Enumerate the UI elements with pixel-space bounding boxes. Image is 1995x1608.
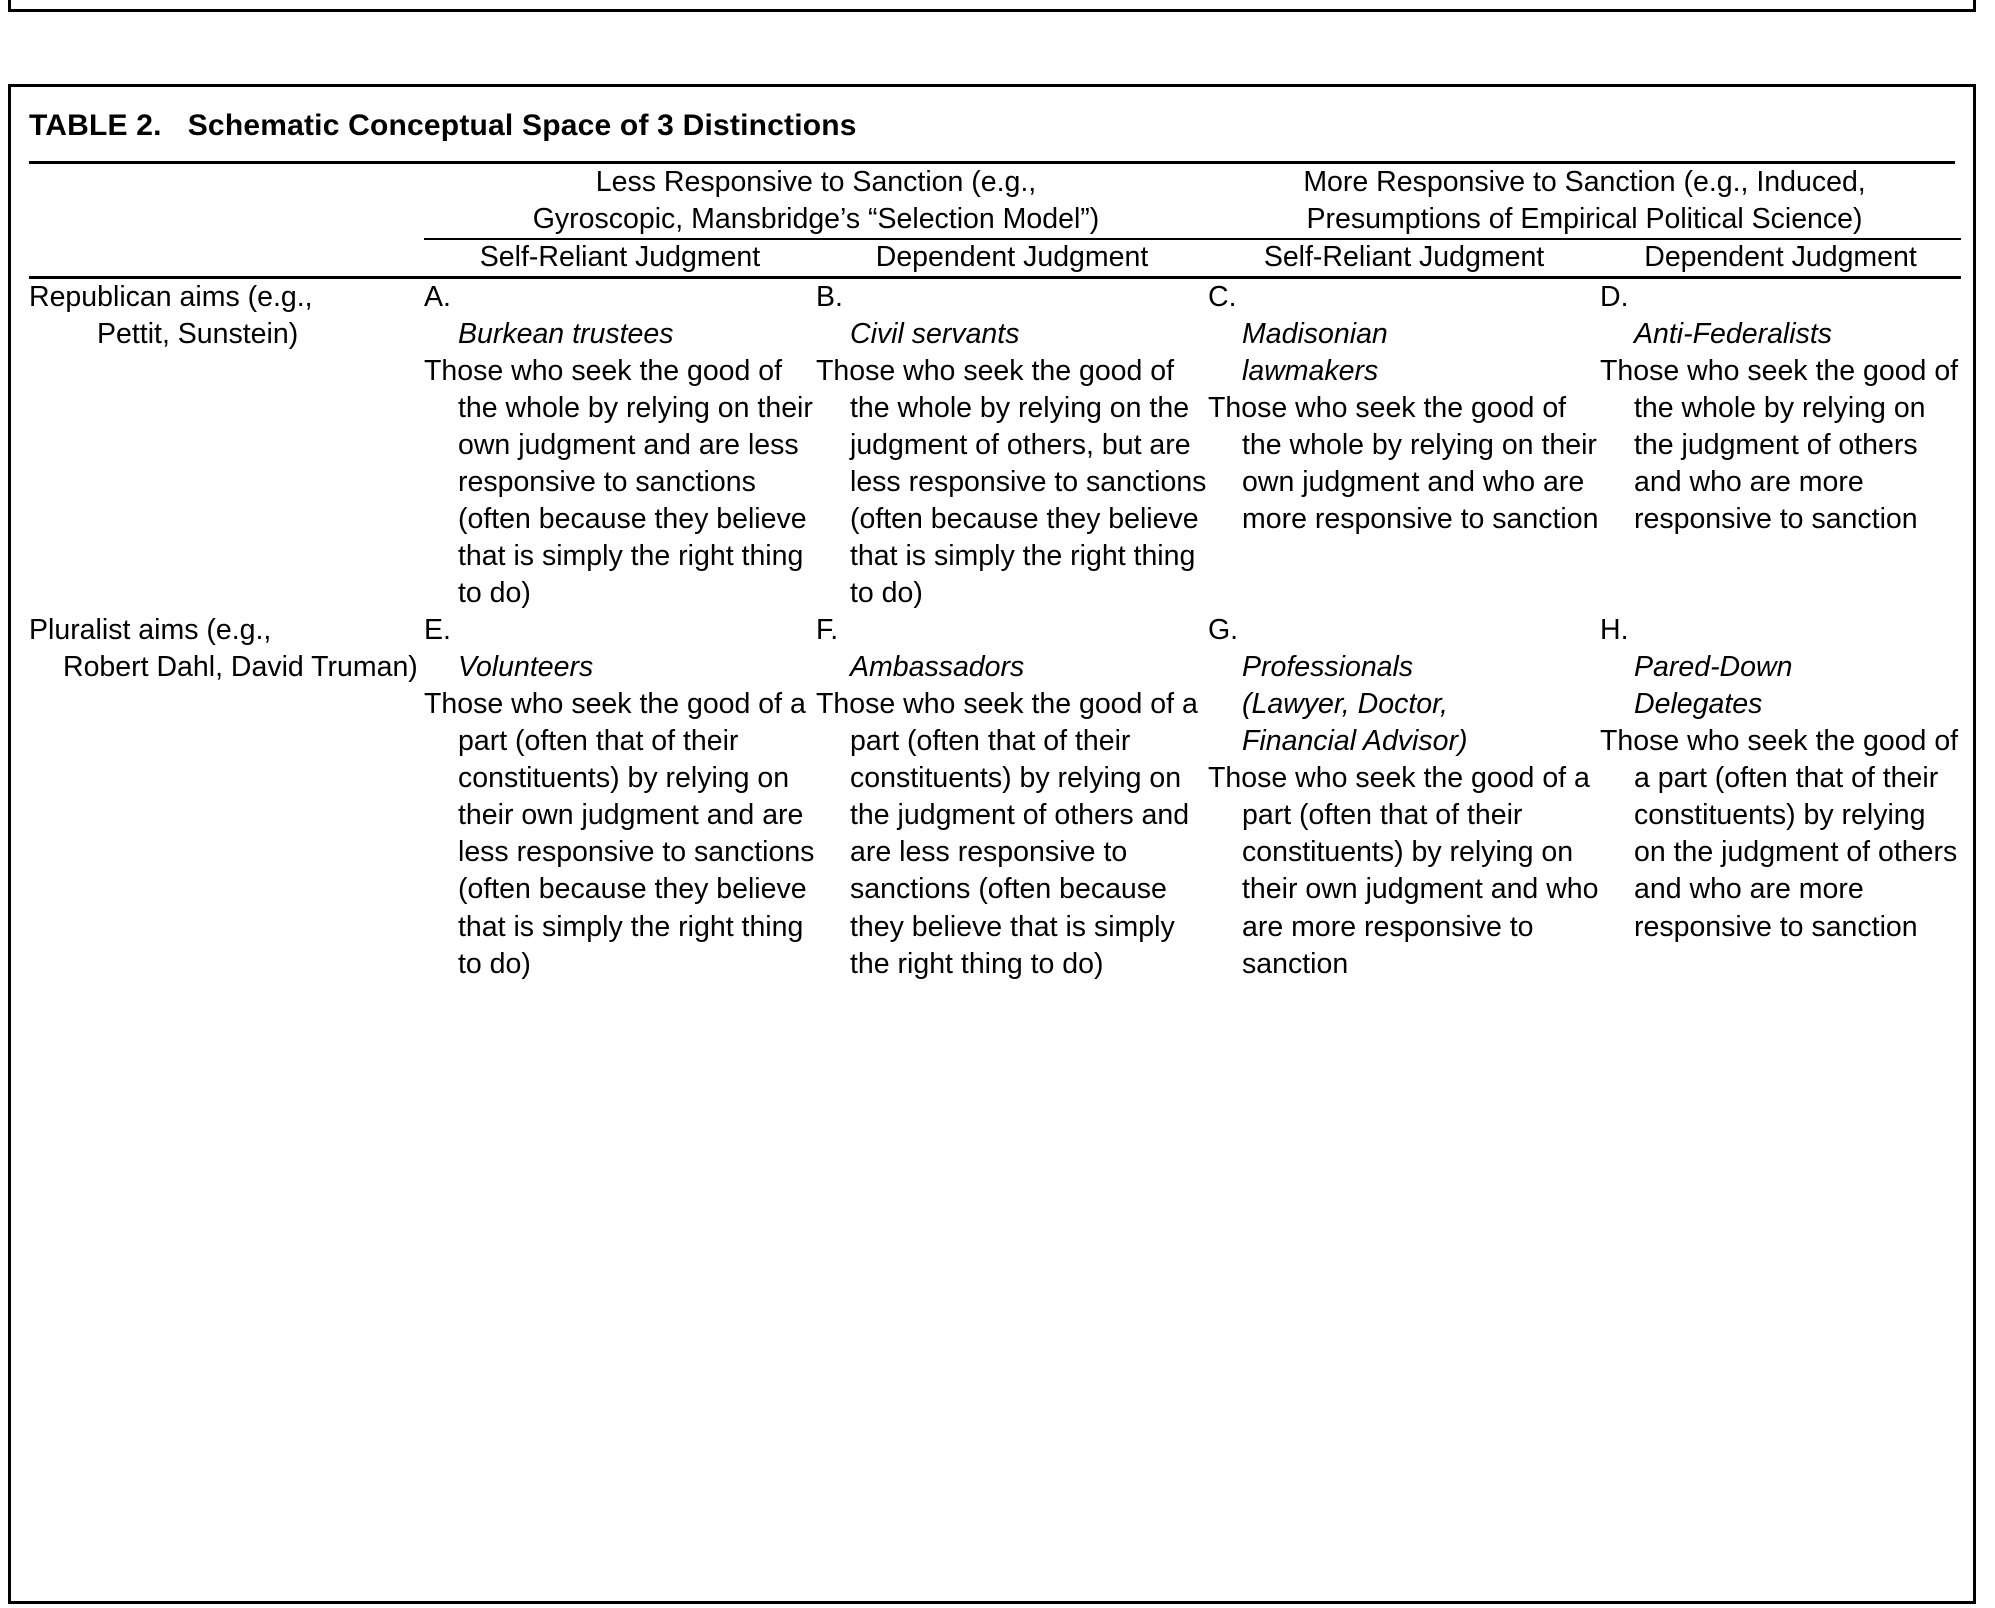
table-caption: [29, 109, 1973, 143]
cell-a-letter: A.: [424, 280, 451, 313]
cell-g-term3: Financial Advisor): [1242, 725, 1468, 758]
row-header-pluralist-line1: Pluralist aims (e.g.,: [29, 614, 272, 647]
cell-c-letter: C.: [1208, 280, 1237, 313]
row-header-pluralist-aims: [29, 612, 424, 982]
sub-header-row: [29, 239, 1961, 277]
cell-f-letter: F.: [816, 614, 839, 647]
group-header-more-responsive-line2: Presumptions of Empirical Political Science): [1306, 203, 1863, 236]
cell-b: [816, 277, 1208, 612]
cell-h: [1600, 612, 1961, 982]
cell-g-letter: G.: [1208, 614, 1239, 647]
cell-b-description: Those who seek the good of the whole by relying on the judgment of others, but are less responsive to sanctions (often because they believe that is simply the right thing to do): [816, 354, 1207, 610]
cell-b-letter: B.: [816, 280, 843, 313]
cell-g-description: Those who seek the good of a part (often that of their constituents) by relying on their own judgment and who are more responsive to sanction: [1208, 762, 1599, 980]
group-header-less-responsive-line1: Less Responsive to Sanction (e.g.,: [595, 166, 1037, 198]
table-2: [29, 164, 1961, 983]
cell-c-term2: lawmakers: [1242, 354, 1379, 387]
row-header-pluralist-line2: Robert Dahl, David Truman): [63, 651, 418, 684]
cell-e-description: Those who seek the good of a part (often that of their constituents) by relying on their own judgment and are less responsive to sanctions (often because they believe that is simply the right thing to do): [424, 688, 815, 980]
cell-g: [1208, 612, 1600, 982]
sub-header-dependent-1: Dependent Judgment: [816, 239, 1208, 277]
cell-e-letter: E.: [424, 614, 451, 647]
sub-header-dependent-2: Dependent Judgment: [1600, 239, 1961, 277]
group-header-more-responsive: [1208, 164, 1961, 239]
cell-c-term: Madisonian: [1242, 317, 1388, 350]
cell-a-term: Burkean trustees: [458, 317, 674, 350]
cell-a: [424, 277, 816, 612]
cell-f-term: Ambassadors: [850, 651, 1025, 684]
table-row: [29, 612, 1961, 982]
table-caption-title: Schematic Conceptual Space of 3 Distinctions: [187, 109, 857, 142]
cell-g-term2: (Lawyer, Doctor,: [1242, 688, 1448, 721]
cell-d-description: Those who seek the good of the whole by relying on the judgment of others and who are more responsive to sanction: [1600, 354, 1959, 535]
table-2-container: [8, 84, 1976, 1604]
table-caption-label: TABLE 2.: [29, 109, 162, 142]
cell-f-description: Those who seek the good of a part (often that of their constituents) by relying on the judgment of others and are less responsive to sanctions (often because they believe that is simply the right thing to do): [816, 688, 1198, 980]
cell-c: [1208, 277, 1600, 612]
row-header-republican-line2: Pettit, Sunstein): [97, 317, 299, 350]
row-header-republican-line1: Republican aims (e.g.,: [29, 280, 313, 313]
cell-d: [1600, 277, 1961, 612]
cell-c-description: Those who seek the good of the whole by relying on their own judgment and who are more responsive to sanction: [1208, 391, 1599, 535]
cell-h-term: Pared-Down: [1634, 651, 1793, 684]
sub-header-self-reliant-1: Self-Reliant Judgment: [424, 239, 816, 277]
cell-e: [424, 612, 816, 982]
group-header-row: [29, 164, 1961, 239]
group-header-less-responsive-line2: Gyroscopic, Mansbridge’s “Selection Model”): [532, 203, 1100, 236]
group-header-less-responsive: [424, 164, 1208, 239]
table-row: [29, 277, 1961, 612]
cell-g-term: Professionals: [1242, 651, 1414, 684]
previous-table-fragment: [8, 0, 1976, 12]
sub-header-self-reliant-2: Self-Reliant Judgment: [1208, 239, 1600, 277]
cell-f: [816, 612, 1208, 982]
sub-header-corner: [29, 239, 424, 277]
cell-h-letter: H.: [1600, 614, 1629, 647]
corner-cell: [29, 164, 424, 239]
cell-b-term: Civil servants: [850, 317, 1020, 350]
cell-d-term: Anti-Federalists: [1634, 317, 1832, 350]
cell-a-description: Those who seek the good of the whole by relying on their own judgment and are less responsive to sanctions (often because they believe that is simply the right thing to do): [424, 354, 813, 610]
group-header-more-responsive-line1: More Responsive to Sanction (e.g., Induced,: [1303, 166, 1866, 198]
row-header-republican-aims: [29, 277, 424, 612]
cell-h-term2: Delegates: [1634, 688, 1763, 721]
cell-e-term: Volunteers: [458, 651, 594, 684]
cell-h-description: Those who seek the good of a part (often that of their constituents) by relying on the judgment of others and who are more responsive to sanction: [1600, 725, 1959, 943]
cell-d-letter: D.: [1600, 280, 1629, 313]
